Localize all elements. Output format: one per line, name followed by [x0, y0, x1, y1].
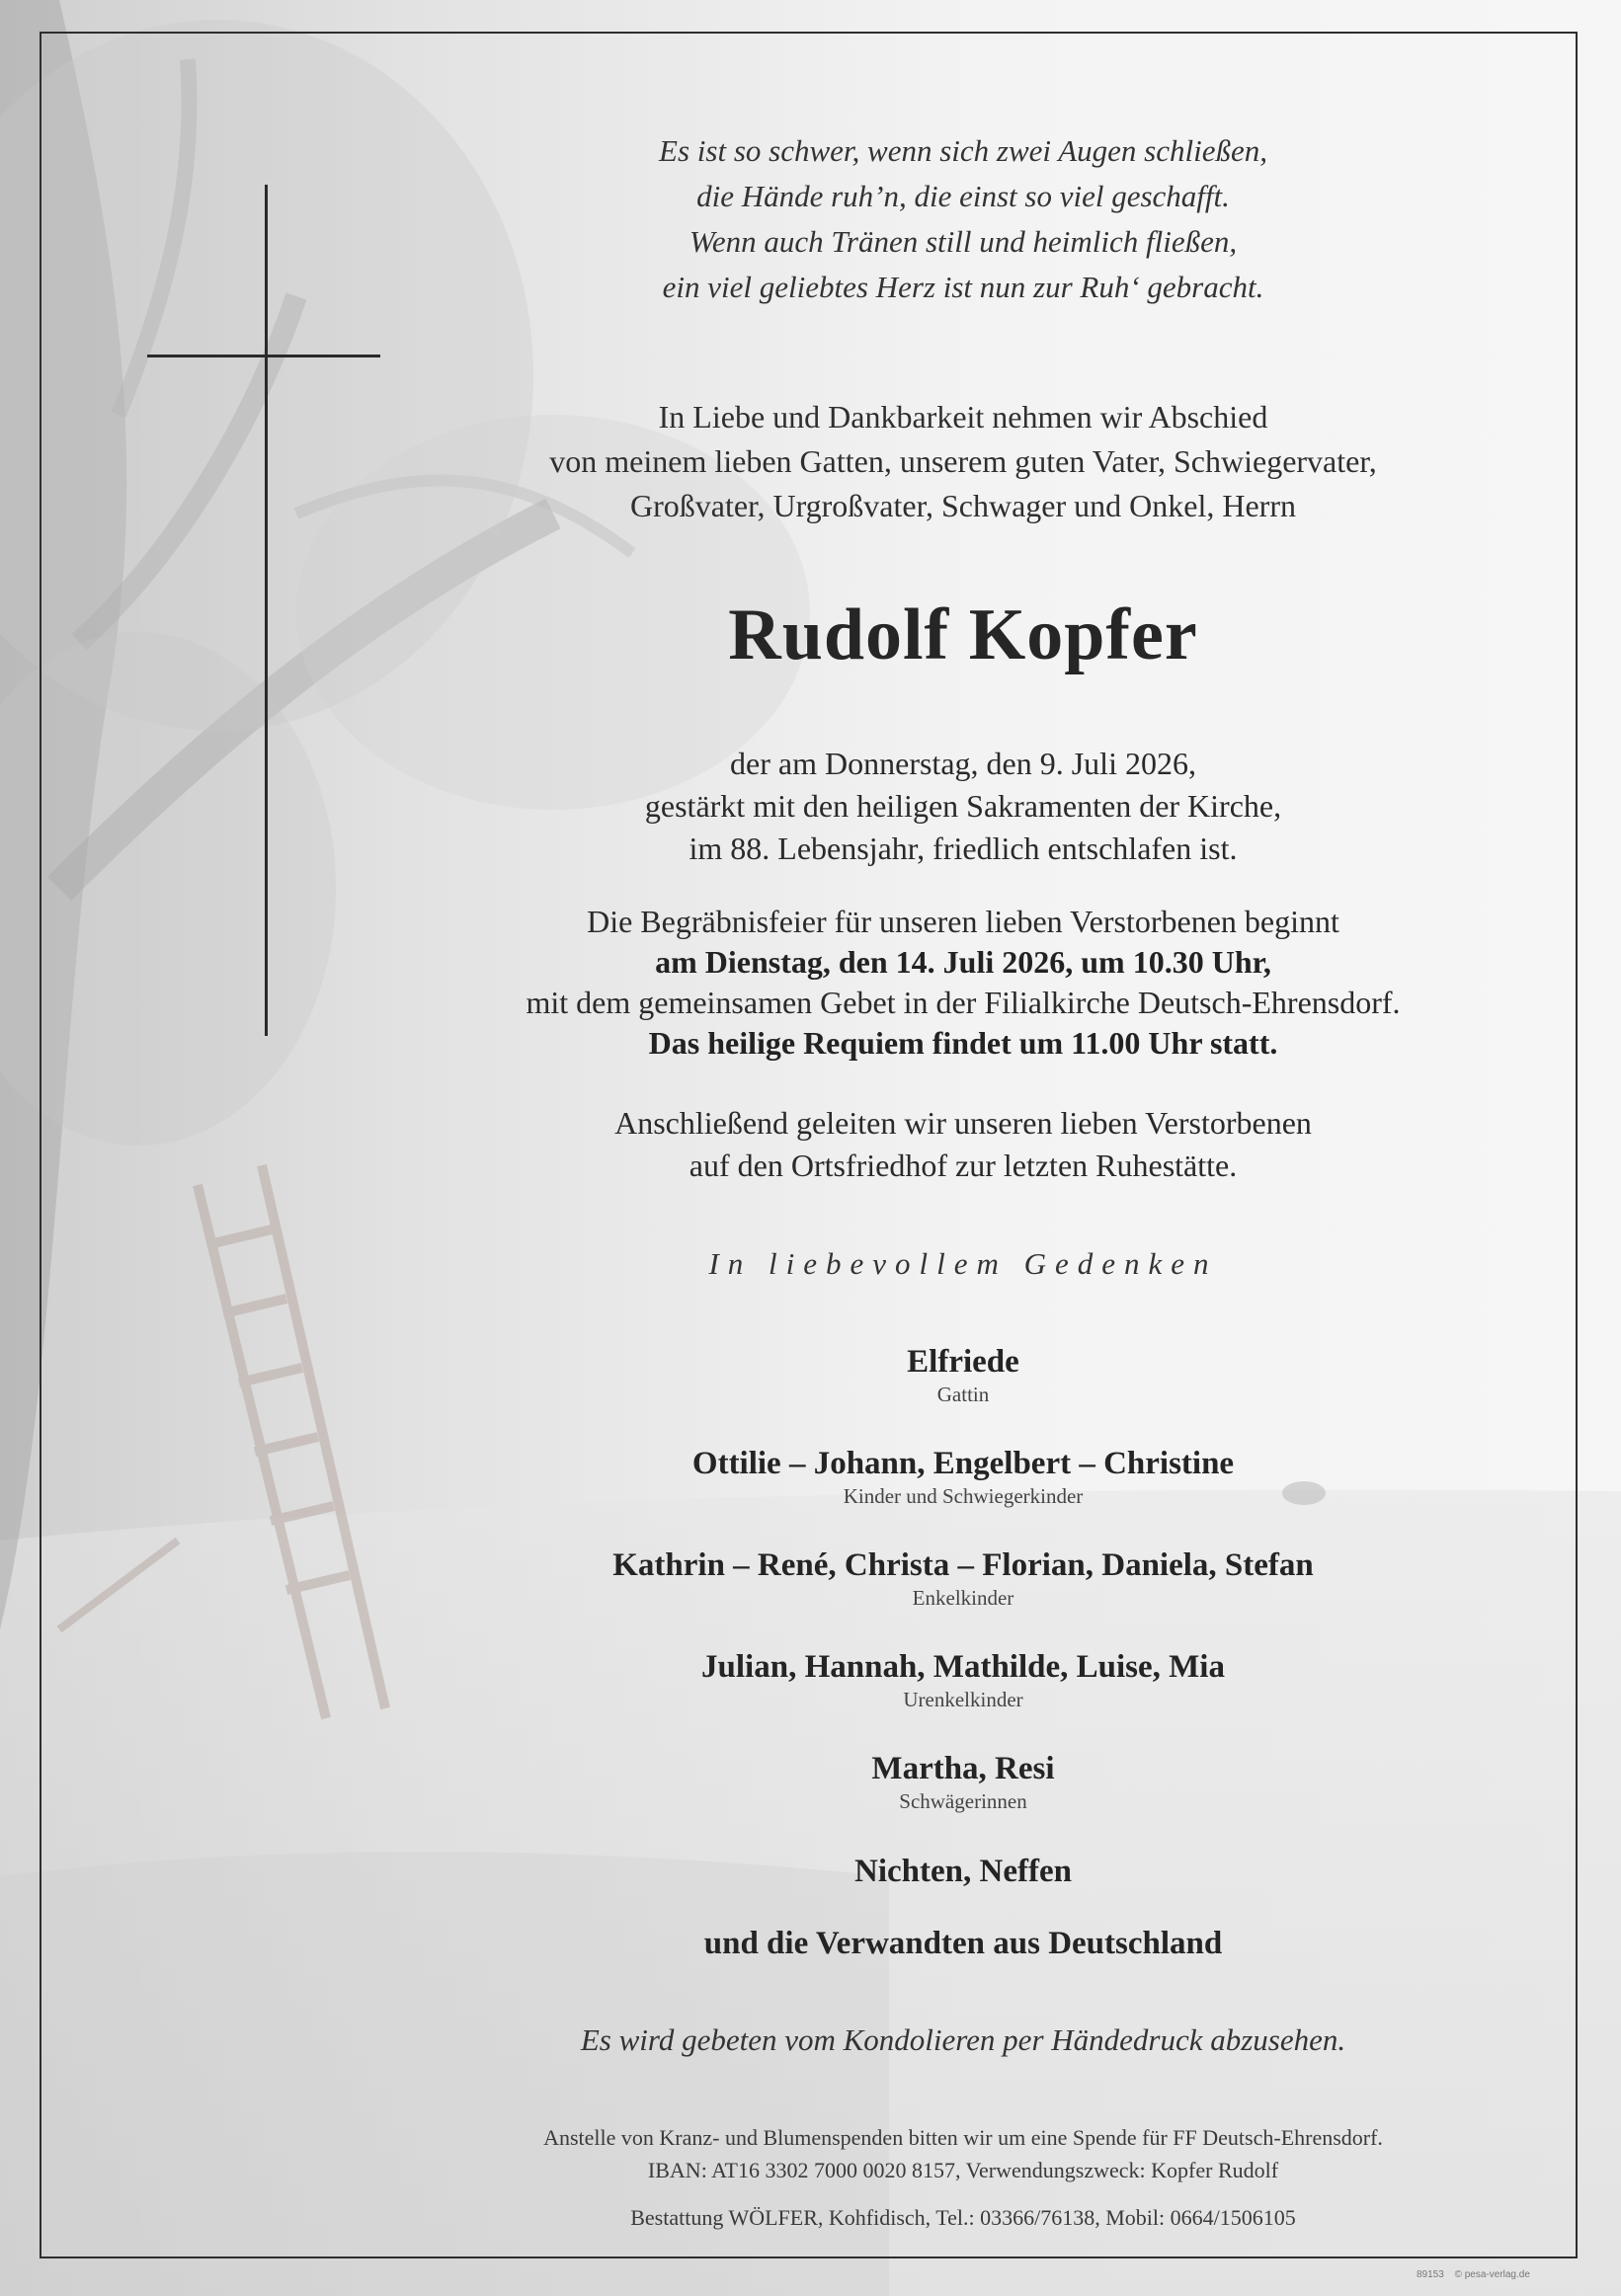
poem: [425, 128, 1501, 310]
family-role: Urenkelkinder: [903, 1688, 1023, 1711]
publisher-mark: © pesa-verlag.de: [1454, 2269, 1530, 2280]
family-role: Schwägerinnen: [899, 1789, 1027, 1813]
undertaker-info: Bestattung WÖLFER, Kohfidisch, Tel.: 03366/76138, Mobil: 0664/1506105: [630, 2205, 1296, 2230]
funeral-location: mit dem gemeinsamen Gebet in der Filialkirche Deutsch-Ehrensdorf.: [526, 985, 1401, 1020]
intro-line: Großvater, Urgroßvater, Schwager und Onkel, Herrn: [630, 488, 1296, 523]
intro-line: In Liebe und Dankbarkeit nehmen wir Abschied: [658, 399, 1268, 435]
family-names: und die Verwandten aus Deutschland: [703, 1926, 1223, 1961]
family-role: Enkelkinder: [912, 1586, 1014, 1610]
family-role: Kinder und Schwiegerkinder: [843, 1484, 1084, 1508]
poem-line: Wenn auch Tränen still und heimlich fließen,: [689, 224, 1238, 259]
family-spouse: [425, 1342, 1501, 1407]
family-names: Elfriede: [907, 1344, 1019, 1380]
cross-icon-bar: [147, 355, 380, 357]
farewell-intro: [425, 395, 1501, 528]
family-names: Ottilie – Johann, Engelbert – Christine: [691, 1446, 1235, 1481]
print-footer: [1417, 2269, 1530, 2280]
intro-line: von meinem lieben Gatten, unserem guten Vater, Schwiegervater,: [549, 443, 1377, 479]
family-nieces-nephews: [425, 1852, 1501, 1891]
funeral-line: Die Begräbnisfeier für unseren lieben Verstorbenen beginnt: [587, 904, 1339, 939]
burial-line: auf den Ortsfriedhof zur letzten Ruhestätte.: [689, 1148, 1238, 1183]
family-children: [425, 1444, 1501, 1509]
deceased-name: Rudolf Kopfer: [728, 594, 1198, 675]
poem-line: ein viel geliebtes Herz ist nun zur Ruh‘ gebracht.: [662, 270, 1264, 304]
memory-heading: In liebevollem Gedenken: [708, 1246, 1218, 1281]
family-names: Nichten, Neffen: [854, 1854, 1072, 1889]
poem-line: Es ist so schwer, wenn sich zwei Augen schließen,: [659, 133, 1267, 168]
death-line: im 88. Lebensjahr, friedlich entschlafen ist.: [689, 831, 1238, 866]
death-line: gestärkt mit den heiligen Sakramenten der Kirche,: [644, 788, 1282, 824]
poem-line: die Hände ruh’n, die einst so viel geschafft.: [696, 179, 1230, 213]
cross-icon: [265, 185, 268, 1036]
family-relatives: [425, 1924, 1501, 1963]
family-grandchildren: [425, 1545, 1501, 1611]
family-role: Gattin: [936, 1383, 990, 1406]
requiem-time: Das heilige Requiem findet um 11.00 Uhr statt.: [648, 1025, 1278, 1061]
burial-details: [425, 1102, 1501, 1187]
family-names: Martha, Resi: [871, 1751, 1055, 1786]
funeral-details: [425, 902, 1501, 1064]
print-code: 89153: [1417, 2269, 1444, 2280]
family-names: Julian, Hannah, Mathilde, Luise, Mia: [701, 1649, 1225, 1685]
death-notice: [425, 743, 1501, 870]
family-great-grandchildren: [425, 1647, 1501, 1712]
funeral-date: am Dienstag, den 14. Juli 2026, um 10.30 Uhr,: [655, 944, 1271, 980]
family-names: Kathrin – René, Christa – Florian, Daniela, Stefan: [612, 1547, 1314, 1583]
burial-line: Anschließend geleiten wir unseren lieben Verstorbenen: [614, 1105, 1312, 1141]
iban-line: IBAN: AT16 3302 7000 0020 8157, Verwendungszweck: Kopfer Rudolf: [647, 2158, 1279, 2182]
condolence-request: Es wird gebeten vom Kondolieren per Händedruck abzusehen.: [580, 2022, 1346, 2057]
death-line: der am Donnerstag, den 9. Juli 2026,: [730, 746, 1196, 781]
donation-info: [425, 2121, 1501, 2186]
family-sisters-in-law: [425, 1749, 1501, 1814]
donation-line: Anstelle von Kranz- und Blumenspenden bitten wir um eine Spende für FF Deutsch-Ehrensdorf.: [543, 2125, 1383, 2150]
